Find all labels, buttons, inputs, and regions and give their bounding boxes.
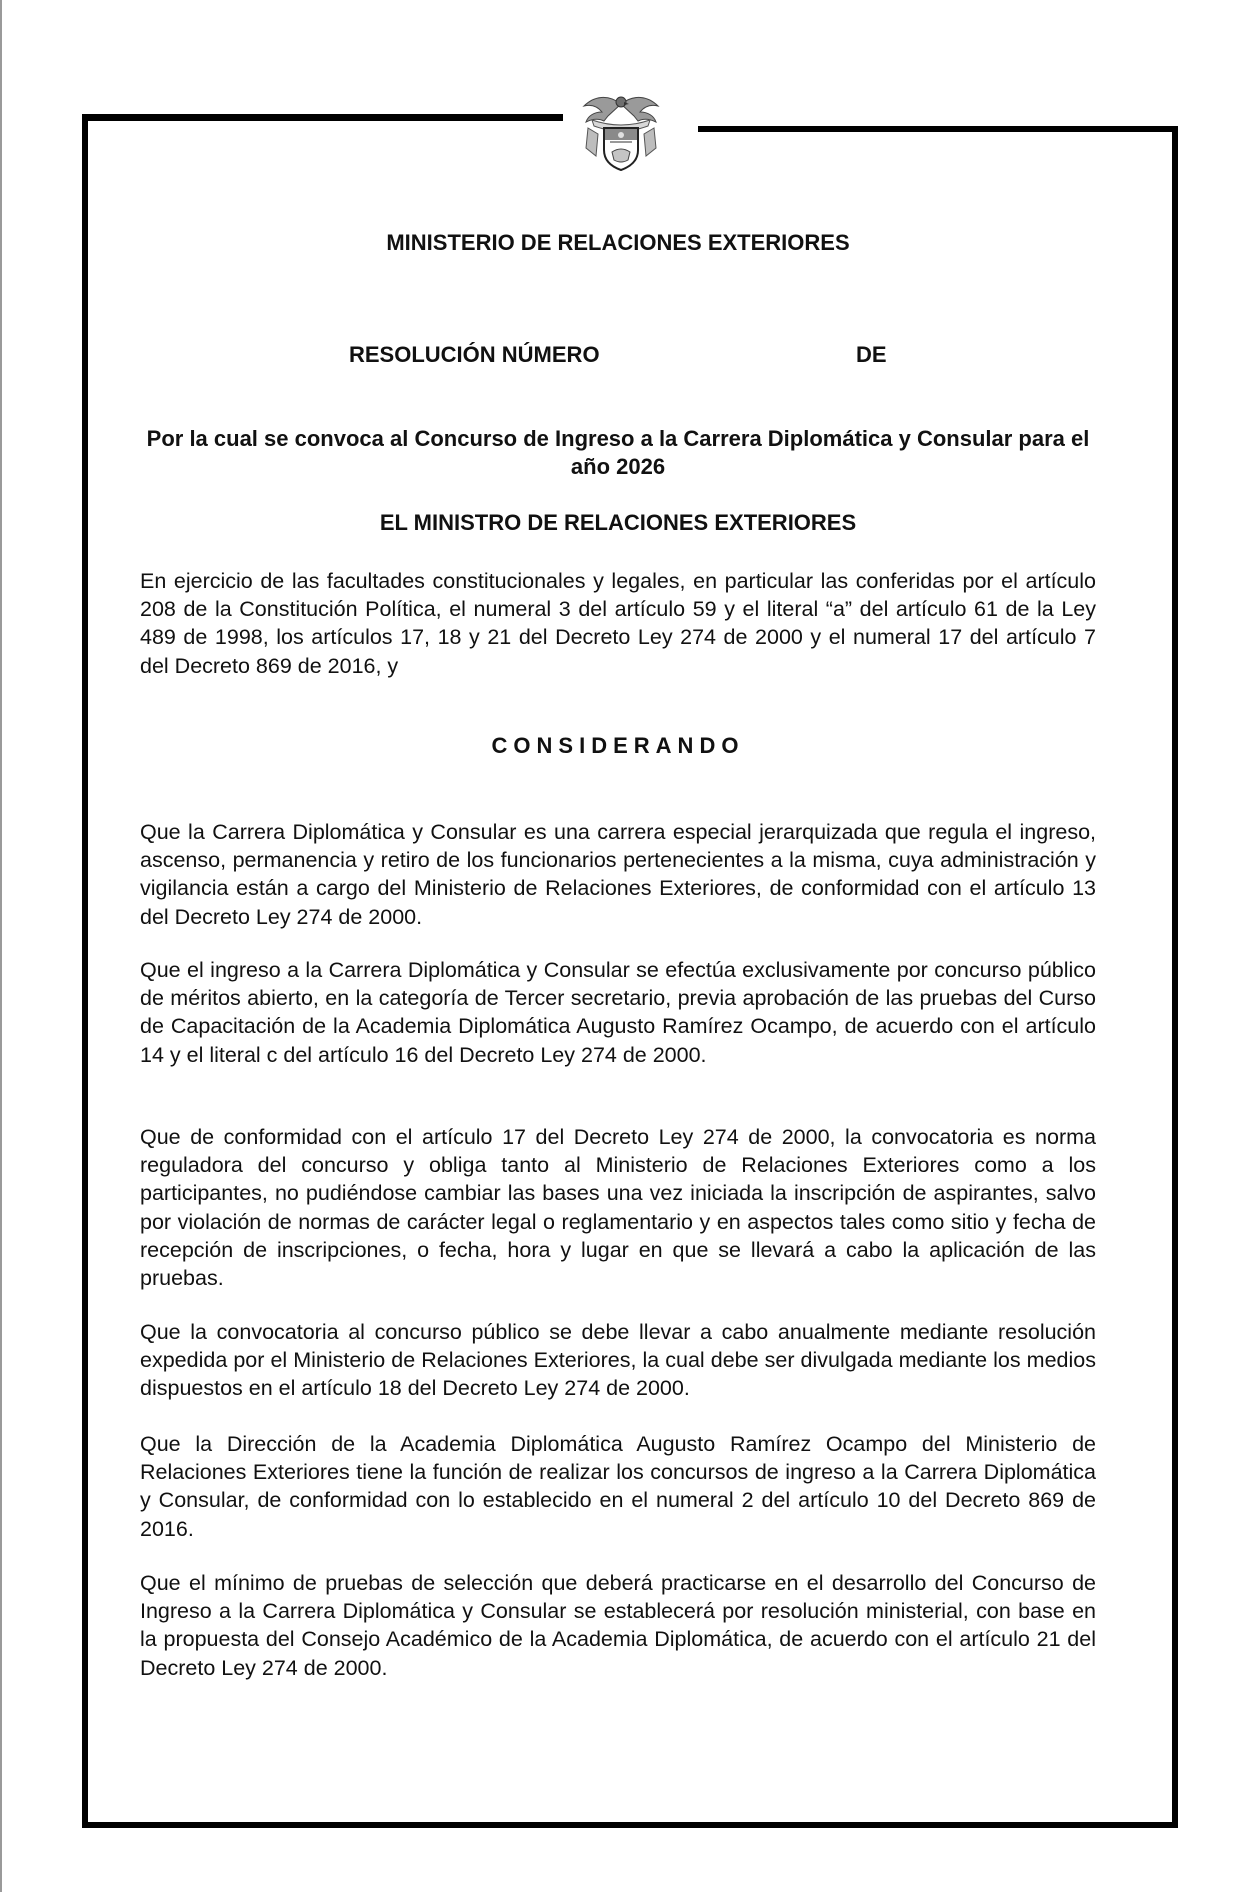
resolution-number-label: RESOLUCIÓN NÚMERO [349, 342, 600, 367]
considerando-paragraph: Que la Dirección de la Academia Diplomática Augusto Ramírez Ocampo del Ministerio de Relaciones Exteriores tiene la función de realizar los concursos de ingreso a la Carrera Diplomática y Consular, de conformidad con lo establecido en el numeral 2 del artículo 10 del Decreto 869 de 2016. [140, 1432, 1096, 1541]
resolution-subject: Por la cual se convoca al Concurso de Ingreso a la Carrera Diplomática y Consular para el año 2026 [146, 426, 1090, 479]
frame-top-left-border [82, 114, 563, 121]
frame-bottom-border [82, 1822, 1178, 1828]
considerando-heading: CONSIDERANDO [491, 733, 745, 758]
authority-heading: EL MINISTRO DE RELACIONES EXTERIORES [379, 510, 857, 535]
considerando-paragraph: Que el mínimo de pruebas de selección que deberá practicarse en el desarrollo del Concurso de Ingreso a la Carrera Diplomática y Consular se establecerá por resolución ministerial, con base en la propuesta del Consejo Académico de la Academia Diplomática, de acuerdo con el artículo 21 del Decreto Ley 274 de 2000. [140, 1571, 1096, 1680]
intro-paragraph: En ejercicio de las facultades constitucionales y legales, en particular las conferidas por el artículo 208 de la Constitución Política, el numeral 3 del artículo 59 y el literal “a” del artículo 61 de la Ley 489 de 1998, los artículos 17, 18 y 21 del Decreto Ley 274 de 2000 y el numeral 17 del artículo 7 del Decreto 869 de 2016, y [140, 569, 1096, 678]
page-edge-shadow [0, 0, 2, 1892]
considerando-paragraph: Que la convocatoria al concurso público se debe llevar a cabo anualmente mediante resolución expedida por el Ministerio de Relaciones Exteriores, la cual debe ser divulgada mediante los medios dispuestos en el artículo 18 del Decreto Ley 274 de 2000. [140, 1320, 1096, 1401]
considerando-paragraph: Que la Carrera Diplomática y Consular es una carrera especial jerarquizada que regula el ingreso, ascenso, permanencia y retiro de los funcionarios pertenecientes a la misma, cuya administración y vigilancia están a cargo del Ministerio de Relaciones Exteriores, de conformidad con el artículo 13 del Decreto Ley 274 de 2000. [140, 820, 1096, 929]
frame-left-border [82, 114, 88, 1828]
resolution-date-label: DE [856, 342, 887, 367]
frame-right-border [1172, 126, 1178, 1828]
considerando-paragraph: Que de conformidad con el artículo 17 del Decreto Ley 274 de 2000, la convocatoria es norma reguladora del concurso y obliga tanto al Ministerio de Relaciones Exteriores como a los participantes, no pudiéndose cambiar las bases una vez iniciada la inscripción de aspirantes, salvo por violación de normas de carácter legal o reglamentario y en aspectos tales como sitio y fecha de recepción de inscripciones, o fecha, hora y lugar en que se llevará a cabo la aplicación de las pruebas. [140, 1125, 1096, 1291]
colombia-coat-of-arms-icon [578, 90, 664, 172]
considerando-paragraph: Que el ingreso a la Carrera Diplomática y Consular se efectúa exclusivamente por concurso público de méritos abierto, en la categoría de Tercer secretario, previa aprobación de las pruebas del Curso de Capacitación de la Academia Diplomática Augusto Ramírez Ocampo, de acuerdo con el artículo 14 y el literal c del artículo 16 del Decreto Ley 274 de 2000. [140, 958, 1096, 1067]
ministry-heading: MINISTERIO DE RELACIONES EXTERIORES [386, 230, 850, 255]
frame-top-right-border [698, 126, 1178, 132]
